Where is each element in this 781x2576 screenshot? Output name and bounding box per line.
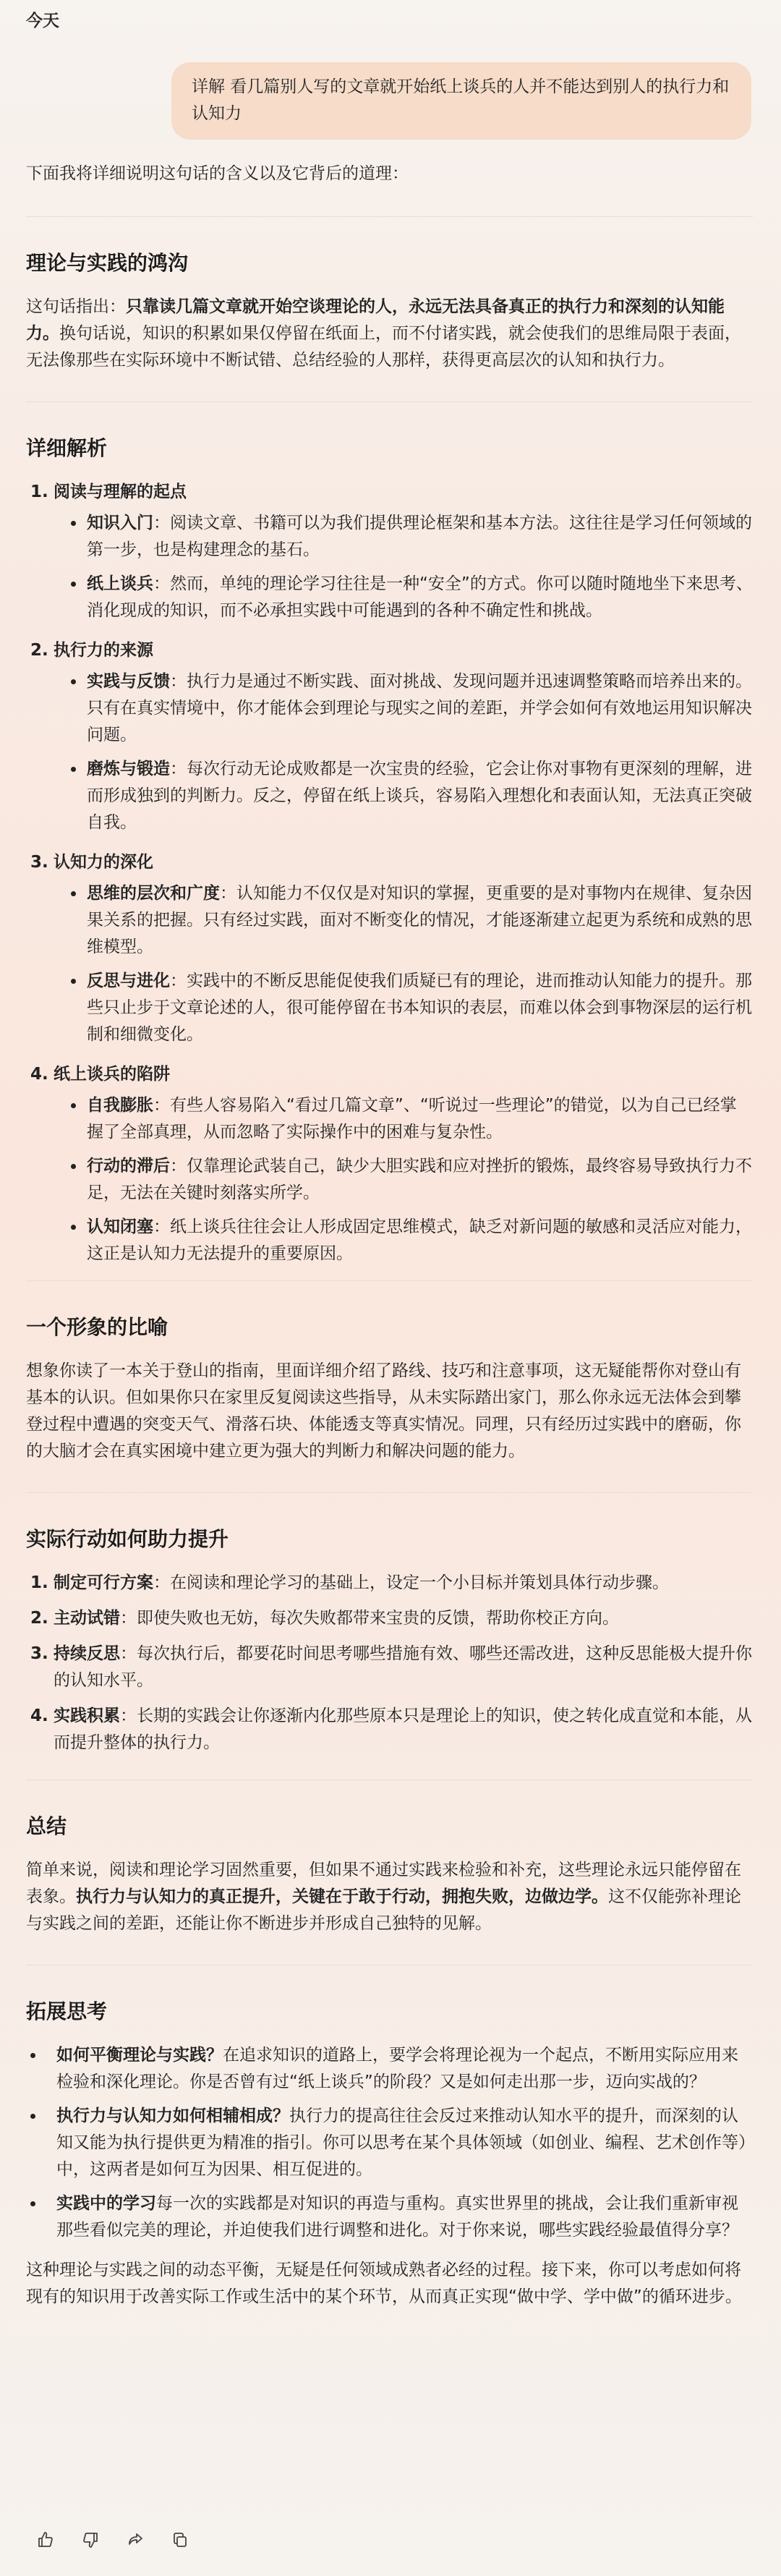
list-item-heading: 阅读与理解的起点	[54, 483, 187, 501]
bullet-item: 反思与进化：实践中的不断反思能促使我们质疑已有的理论，进而推动认知能力的提升。那些只止步于文章论述的人，很可能停留在书本知识的表层，而难以体会到事物深层的运行机制和细微变化。	[54, 968, 753, 1048]
extension-list	[26, 2042, 753, 2244]
bullet-item: 行动的滞后：仅靠理论武装自己，缺少大胆实践和应对挫折的锻炼，最终容易导致执行力不足，无法在关键时刻落实所学。	[54, 1153, 753, 1207]
list-item: 3. 认知力的深化 思维的层次和广度：认知能力不仅仅是对知识的掌握，更重要的是对事物内在规律、复杂因果关系的把握。只有经过实践，面对不断变化的情况，才能逐渐建立起更为系统和成熟的思维模型。 反思与进化：实践中的不断反思能促使我们质疑已有的理论，进而推动认知能力的提升。那些只止步于文章论述的人，很可能停留在书本知识的表层，而难以体会到事物深层的运行机制和细微变化。	[26, 849, 753, 1048]
share-icon[interactable]	[124, 2529, 146, 2551]
bullet-item: 实践中的学习每一次的实践都是对知识的再造与重构。真实世界里的挑战，会让我们重新审视那些看似完美的理论，并迫使我们进行调整和进化。对于你来说，哪些实践经验最值得分享？	[26, 2190, 753, 2244]
answer-intro: 下面我将详细说明这句话的含义以及它背后的道理：	[26, 164, 409, 183]
section-title: 理论与实践的鸿沟	[26, 251, 189, 275]
list-item: 1. 制定可行方案：在阅读和理论学习的基础上，设定一个小目标并策划具体行动步骤。	[30, 1573, 669, 1592]
bullet-item: 知识入门：阅读文章、书籍可以为我们提供理论框架和基本方法。这往往是学习任何领域的第一步，也是构建理念的基石。	[54, 510, 753, 564]
list-item: 2. 主动试错：即使失败也无妨，每次失败都带来宝贵的反馈，帮助你校正方向。	[30, 1609, 619, 1628]
thumbs-down-icon[interactable]	[80, 2529, 101, 2551]
bullet-item: 自我膨胀：有些人容易陷入“看过几篇文章”、“听说过一些理论”的错觉，以为自己已经掌握了全部真理，从而忽略了实际操作中的困难与复杂性。	[54, 1092, 753, 1146]
closing-paragraph: 这种理论与实践之间的动态平衡，无疑是任何领域成熟者必经的过程。接下来，你可以考虑如何将现有的知识用于改善实际工作或生活中的某个环节，从而真正实现“做中学、学中做”的循环进步。	[26, 2261, 742, 2306]
list-item-heading: 纸上谈兵的陷阱	[54, 1065, 170, 1084]
section-divider	[26, 401, 753, 402]
user-message-bubble	[171, 62, 751, 140]
list-item: 1. 阅读与理解的起点 知识入门：阅读文章、书籍可以为我们提供理论框架和基本方法。这往往是学习任何领域的第一步，也是构建理念的基石。 纸上谈兵：然而，单纯的理论学习往往是一种“安全”的方式。你可以随时随地坐下来思考、消化现成的知识，而不必承担实践中可能遇到的各种不确定性和挑战。	[26, 479, 753, 624]
user-message-text: 详解 看几篇别人写的文章就开始纸上谈兵的人并不能达到别人的执行力和认知力	[192, 77, 730, 123]
bullet-item: 如何平衡理论与实践？在追求知识的道路上，要学会将理论视为一个起点，不断用实际应用来检验和深化理论。你是否曾有过“纸上谈兵”的阶段？又是如何走出那一步，迈向实战的？	[26, 2042, 753, 2096]
section-title: 总结	[26, 1814, 67, 1838]
section-title: 一个形象的比喻	[26, 1315, 168, 1339]
message-actions	[35, 2529, 191, 2551]
bullet-item: 思维的层次和广度：认知能力不仅仅是对知识的掌握，更重要的是对事物内在规律、复杂因果关系的把握。只有经过实践，面对不断变化的情况，才能逐渐建立起更为系统和成熟的思维模型。	[54, 880, 753, 961]
analysis-list	[26, 479, 753, 1267]
section-title: 实际行动如何助力提升	[26, 1527, 229, 1551]
list-item-heading: 认知力的深化	[54, 853, 153, 872]
section-title: 拓展思考	[26, 1999, 108, 2023]
bullet-item: 磨炼与锻造：每次行动无论成败都是一次宝贵的经验，它会让你对事物有更深刻的理解，进而形成独到的判断力。反之，停留在纸上谈兵，容易陷入理想化和表面认知，无法真正突破自我。	[54, 756, 753, 836]
bullet-item: 认知闭塞：纸上谈兵往往会让人形成固定思维模式，缺乏对新问题的敏感和灵活应对能力，这正是认知力无法提升的重要原因。	[54, 1214, 753, 1267]
bullet-item: 实践与反馈：执行力是通过不断实践、面对挑战、发现问题并迅速调整策略而培养出来的。只有在真实情境中，你才能体会到理论与现实之间的差距，并学会如何有效地运用知识解决问题。	[54, 668, 753, 749]
section-divider	[26, 216, 753, 217]
section-divider	[26, 1280, 753, 1281]
list-item: 3. 持续反思：每次执行后，都要花时间思考哪些措施有效、哪些还需改进，这种反思能极大提升你的认知水平。	[30, 1644, 752, 1690]
day-label: 今天	[26, 12, 59, 30]
list-item: 2. 执行力的来源 实践与反馈：执行力是通过不断实践、面对挑战、发现问题并迅速调整策略而培养出来的。只有在真实情境中，你才能体会到理论与现实之间的差距，并学会如何有效地运用知识解决问题。 磨炼与锻造：每次行动无论成败都是一次宝贵的经验，它会让你对事物有更深刻的理解，进而形成独到的判断力。反之，停留在纸上谈兵，容易陷入理想化和表面认知，无法真正突破自我。	[26, 637, 753, 836]
section-paragraph: 想象你读了一本关于登山的指南，里面详细介绍了路线、技巧和注意事项，这无疑能帮你对登山有基本的认识。但如果你只在家里反复阅读这些指导，从未实际踏出家门，那么你永远无法体会到攀登过程中遭遇的突变天气、滑落石块、体能透支等真实情况。同理，只有经历过实践中的磨砺，你的大脑才会在真实困境中建立更为强大的判断力和解决问题的能力。	[26, 1361, 741, 1461]
section-paragraph: 这句话指出：只靠读几篇文章就开始空谈理论的人，永远无法具备真正的执行力和深刻的认知能力。换句话说，知识的积累如果仅停留在纸面上，而不付诸实践，就会使我们的思维局限于表面，无法像那些在实际环境中不断试错、总结经验的人那样，获得更高层次的认知和执行力。	[26, 297, 741, 370]
copy-icon[interactable]	[169, 2529, 191, 2551]
action-list	[26, 1570, 753, 1756]
list-item: 4. 实践积累：长期的实践会让你逐渐内化那些原本只是理论上的知识，使之转化成直觉和本能，从而提升整体的执行力。	[30, 1706, 752, 1752]
assistant-answer	[26, 161, 753, 2311]
thumbs-up-icon[interactable]	[35, 2529, 56, 2551]
bullet-item: 执行力与认知力如何相辅相成？执行力的提高往往会反过来推动认知水平的提升，而深刻的认知又能为执行提供更为精准的指引。你可以思考在某个具体领域（如创业、编程、艺术创作等）中，这两者是如何互为因果、相互促进的。	[26, 2103, 753, 2183]
section-paragraph: 简单来说，阅读和理论学习固然重要，但如果不通过实践来检验和补充，这些理论永远只能停留在表象。执行力与认知力的真正提升，关键在于敢于行动，拥抱失败，边做边学。这不仅能弥补理论与实践之间的差距，还能让你不断进步并形成自己独特的见解。	[26, 1861, 741, 1933]
section-title: 详细解析	[26, 436, 108, 460]
list-item: 4. 纸上谈兵的陷阱 自我膨胀：有些人容易陷入“看过几篇文章”、“听说过一些理论”的错觉，以为自己已经掌握了全部真理，从而忽略了实际操作中的困难与复杂性。 行动的滞后：仅靠理论武装自己，缺少大胆实践和应对挫折的锻炼，最终容易导致执行力不足，无法在关键时刻落实所学。 认知闭塞：纸上谈兵往往会让人形成固定思维模式，缺乏对新问题的敏感和灵活应对能力，这正是认知力无法提升的重要原因。	[26, 1061, 753, 1267]
section-divider	[26, 1492, 753, 1493]
bullet-item: 纸上谈兵：然而，单纯的理论学习往往是一种“安全”的方式。你可以随时随地坐下来思考、消化现成的知识，而不必承担实践中可能遇到的各种不确定性和挑战。	[54, 571, 753, 624]
list-item-heading: 执行力的来源	[54, 641, 153, 660]
